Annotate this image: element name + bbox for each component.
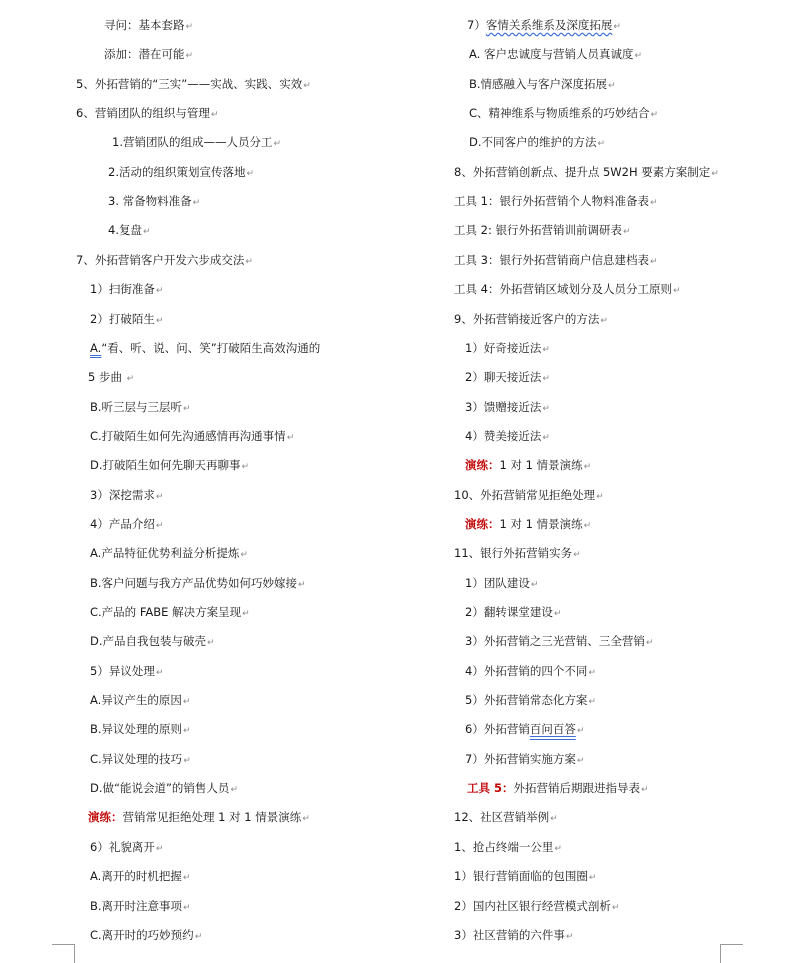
paragraph-mark-icon: ↵ (126, 374, 135, 385)
document-line (454, 838, 562, 856)
document-line (90, 926, 202, 944)
document-line (454, 867, 596, 885)
page-corner-mark-left (52, 944, 75, 963)
document-line (90, 838, 163, 856)
paragraph-mark-icon: ↵ (302, 814, 310, 825)
paragraph-mark-icon: ↵ (542, 374, 550, 385)
paragraph-mark-icon: ↵ (155, 491, 164, 502)
document-line (88, 808, 310, 826)
paragraph-mark-icon: ↵ (155, 286, 164, 297)
line-text: 3. 常备物料准备 (108, 194, 192, 209)
paragraph-mark-icon: ↵ (246, 168, 255, 179)
document-line (108, 163, 254, 181)
paragraph-mark-icon: ↵ (192, 198, 201, 209)
paragraph-mark-icon: ↵ (623, 227, 631, 238)
document-line (88, 368, 134, 386)
document-line (108, 221, 151, 239)
document-line (104, 45, 193, 63)
paragraph-mark-icon: ↵ (576, 755, 585, 766)
paragraph-mark-icon: ↵ (565, 931, 574, 942)
document-line (467, 16, 621, 34)
document-line (454, 280, 681, 298)
document-line (90, 603, 250, 621)
line-text: 外拓营销后期跟进指导表 (513, 781, 641, 796)
document-line (465, 339, 550, 357)
line-text: “看、听、说、问、笑”打破陌生高效沟通的 (101, 340, 321, 355)
paragraph-mark-icon: ↵ (588, 667, 596, 678)
document-line (90, 339, 320, 357)
line-text: 7、外拓营销客户开发六步成交法 (76, 252, 245, 267)
line-text: 1）团队建设 (465, 575, 530, 590)
paragraph-mark-icon: ↵ (245, 256, 253, 267)
line-text: 12、社区营销举例 (454, 810, 550, 825)
paragraph-mark-icon: ↵ (182, 697, 191, 708)
document-line (112, 133, 281, 151)
paragraph-mark-icon: ↵ (634, 51, 643, 62)
line-text: 5）外拓营销常态化方案 (465, 693, 588, 708)
document-line (465, 398, 550, 416)
line-text: 工具 4：外拓营销区域划分及人员分工原则 (454, 282, 672, 297)
line-text: 1 对 1 情景演练 (499, 516, 583, 531)
line-text: 5）异议处理 (90, 663, 155, 678)
page-corner-mark-right (720, 944, 743, 963)
paragraph-mark-icon: ↵ (597, 139, 606, 150)
paragraph-mark-icon: ↵ (183, 755, 191, 766)
highlight-label: 工具 5： (467, 781, 514, 796)
document-line (454, 192, 658, 210)
paragraph-mark-icon: ↵ (645, 638, 654, 649)
document-line (90, 867, 190, 885)
line-text: A.异议产生的原因 (90, 693, 182, 708)
document-line (465, 368, 550, 386)
line-text: 3）馈赠接近法 (465, 399, 542, 414)
line-text: C.打破陌生如何先沟通感情再沟通事情 (90, 428, 286, 443)
line-text: C.产品的 FABE 解决方案呈现 (90, 605, 242, 619)
paragraph-mark-icon: ↵ (550, 814, 558, 825)
line-text: 7） (467, 18, 486, 32)
line-text: 工具 1：银行外拓营销个人物料准备表 (454, 194, 649, 209)
document-line (454, 486, 604, 504)
document-line (76, 104, 218, 122)
document-line (90, 486, 163, 504)
document-line (454, 163, 719, 181)
paragraph-mark-icon: ↵ (155, 520, 164, 531)
document-line (465, 691, 596, 709)
document-line (90, 779, 238, 797)
line-text: B.异议处理的原则 (90, 722, 183, 737)
paragraph-mark-icon: ↵ (207, 638, 215, 649)
document-line (90, 662, 163, 680)
paragraph-mark-icon: ↵ (155, 667, 164, 678)
paragraph-mark-icon: ↵ (142, 227, 151, 238)
paragraph-mark-icon: ↵ (554, 843, 562, 854)
line-text: 10、外拓营销常见拒绝处理 (454, 487, 596, 502)
document-line (454, 251, 658, 269)
line-text: 1、抢占终端一公里 (454, 839, 554, 854)
document-line (465, 574, 538, 592)
document-line (454, 897, 619, 915)
paragraph-mark-icon: ↵ (588, 873, 597, 884)
document-line (454, 808, 558, 826)
paragraph-mark-icon: ↵ (182, 873, 191, 884)
paragraph-mark-icon: ↵ (183, 726, 191, 737)
document-line (467, 779, 649, 797)
paragraph-mark-icon: ↵ (155, 315, 164, 326)
paragraph-mark-icon: ↵ (542, 344, 550, 355)
line-text: D.产品自我包装与破壳 (90, 634, 207, 649)
document-line (90, 632, 215, 650)
line-text: B.听三层与三层听 (90, 399, 183, 414)
paragraph-mark-icon: ↵ (649, 198, 658, 209)
line-text: 营销常见拒绝处理 1 对 1 情景演练 (122, 810, 302, 825)
document-line (90, 691, 190, 709)
line-text: 2）国内社区银行经营模式剖析 (454, 898, 611, 913)
line-text: 6）礼貌离开 (90, 839, 155, 854)
line-text: 1 对 1 情景演练 (499, 458, 583, 473)
paragraph-mark-icon: ↵ (583, 520, 592, 531)
line-text: D.做“能说会道”的销售人员 (90, 781, 230, 796)
document-line (90, 310, 163, 328)
document-line (469, 133, 605, 151)
document-line (90, 427, 294, 445)
document-line (90, 398, 191, 416)
paragraph-mark-icon: ↵ (155, 843, 164, 854)
paragraph-mark-icon: ↵ (183, 902, 191, 913)
paragraph-mark-icon: ↵ (530, 579, 539, 590)
line-text: 客情关系维系及深度拓展 (485, 18, 613, 32)
line-text: 3）深挖需求 (90, 487, 155, 502)
document-line (465, 427, 550, 445)
line-text: 9、外拓营销接近客户的方法 (454, 311, 600, 326)
line-text: C.异议处理的技巧 (90, 751, 183, 766)
highlight-label: 演练： (465, 458, 500, 473)
document-line (90, 544, 248, 562)
highlight-label: 演练： (88, 810, 123, 825)
paragraph-mark-icon: ↵ (183, 403, 191, 414)
line-text: 1.营销团队的组成——人员分工 (112, 135, 273, 150)
line-text: 3）社区营销的六件事 (454, 927, 565, 942)
paragraph-mark-icon: ↵ (210, 110, 219, 121)
line-text: 2.活动的组织策划宣传落地 (108, 164, 246, 179)
line-text: D.不同客户的维护的方法 (469, 135, 597, 150)
line-text: 添加：潜在可能 (104, 47, 185, 62)
paragraph-mark-icon: ↵ (650, 110, 659, 121)
line-text: 1）好奇接近法 (465, 340, 542, 355)
line-text: B.客户问题与我方产品优势如何巧妙嫁接 (90, 575, 298, 590)
document-line (104, 16, 193, 34)
paragraph-mark-icon: ↵ (241, 462, 250, 473)
highlight-label: 演练： (465, 516, 500, 531)
paragraph-mark-icon: ↵ (649, 256, 658, 267)
line-text: 6、营销团队的组织与管理 (76, 106, 210, 121)
paragraph-mark-icon: ↵ (303, 80, 311, 91)
line-text: 工具 2: 银行外拓营销训前调研表 (454, 223, 623, 238)
line-text: 2）聊天接近法 (465, 370, 542, 385)
line-text: 5 步曲 (88, 370, 126, 385)
paragraph-mark-icon: ↵ (573, 550, 581, 561)
line-text: A. 客户忠诚度与营销人员真诚度 (469, 47, 634, 62)
line-text: 工具 3：银行外拓营销商户信息建档表 (454, 252, 649, 267)
paragraph-mark-icon: ↵ (611, 902, 620, 913)
paragraph-mark-icon: ↵ (613, 22, 621, 32)
document-line (76, 251, 253, 269)
document-line (469, 45, 642, 63)
document-line (90, 897, 191, 915)
paragraph-mark-icon: ↵ (542, 432, 550, 443)
line-text: 5、外拓营销的“三实”——实战、实践、实效 (76, 76, 303, 91)
line-text: B.离开时注意事项 (90, 898, 183, 913)
document-line (108, 192, 200, 210)
line-text: B.情感融入与客户深度拓展 (469, 76, 608, 91)
line-text: 4）外拓营销的四个不同 (465, 663, 588, 678)
document-line (465, 720, 584, 738)
document-line (454, 926, 573, 944)
line-text: D.打破陌生如何先聊天再聊事 (90, 458, 241, 473)
paragraph-mark-icon: ↵ (672, 286, 681, 297)
paragraph-mark-icon: ↵ (230, 785, 238, 796)
paragraph-mark-icon: ↵ (298, 579, 306, 590)
line-text: A.产品特征优势利益分析提炼 (90, 546, 240, 561)
line-text: 11、银行外拓营销实务 (454, 546, 573, 561)
document-line (465, 603, 561, 621)
line-text: 4）赞美接近法 (465, 428, 542, 443)
line-text: 6）外拓营销 (465, 722, 530, 737)
document-line (454, 221, 631, 239)
document-line (469, 104, 658, 122)
line-text: 百问百答 (529, 722, 576, 737)
line-text: A. (90, 340, 102, 355)
document-line (90, 280, 163, 298)
line-text: 4.复盘 (108, 223, 142, 238)
document-line (76, 75, 311, 93)
paragraph-mark-icon: ↵ (542, 403, 550, 414)
document-line (465, 750, 584, 768)
line-text: 1）银行营销面临的包围圈 (454, 869, 588, 884)
document-line (465, 662, 596, 680)
line-text: 1）扫街准备 (90, 282, 155, 297)
line-text: A.离开的时机把握 (90, 869, 182, 884)
document-line (90, 456, 249, 474)
document-line (465, 456, 591, 474)
paragraph-mark-icon: ↵ (273, 139, 282, 150)
line-text: C、精神维系与物质维系的巧妙结合 (469, 106, 650, 121)
paragraph-mark-icon: ↵ (576, 726, 585, 737)
line-text: 8、外拓营销创新点、提升点 5W2H 要素方案制定 (454, 164, 711, 179)
document-line (465, 632, 653, 650)
line-text: C.离开时的巧妙预约 (90, 927, 194, 942)
document-line (90, 720, 191, 738)
document-line (90, 750, 191, 768)
paragraph-mark-icon: ↵ (641, 785, 649, 796)
paragraph-mark-icon: ↵ (185, 22, 194, 32)
line-text: 寻问：基本套路 (104, 18, 185, 32)
line-text: 2）翻转课堂建设 (465, 605, 553, 619)
paragraph-mark-icon: ↵ (596, 491, 604, 502)
paragraph-mark-icon: ↵ (185, 51, 194, 62)
paragraph-mark-icon: ↵ (608, 80, 616, 91)
document-line (90, 515, 163, 533)
paragraph-mark-icon: ↵ (600, 315, 608, 326)
paragraph-mark-icon: ↵ (711, 168, 719, 179)
paragraph-mark-icon: ↵ (194, 931, 203, 942)
paragraph-mark-icon: ↵ (588, 697, 596, 708)
line-text: 2）打破陌生 (90, 311, 155, 326)
document-line (90, 574, 306, 592)
document-line (454, 310, 608, 328)
paragraph-mark-icon: ↵ (553, 609, 562, 619)
paragraph-mark-icon: ↵ (242, 609, 250, 619)
line-text: 4）产品介绍 (90, 516, 155, 531)
document-line (465, 515, 591, 533)
paragraph-mark-icon: ↵ (240, 550, 248, 561)
document-line (454, 544, 581, 562)
line-text: 3）外拓营销之三光营销、三全营销 (465, 634, 645, 649)
line-text: 7）外拓营销实施方案 (465, 751, 576, 766)
document-line (469, 75, 616, 93)
paragraph-mark-icon: ↵ (583, 462, 592, 473)
paragraph-mark-icon: ↵ (286, 432, 295, 443)
